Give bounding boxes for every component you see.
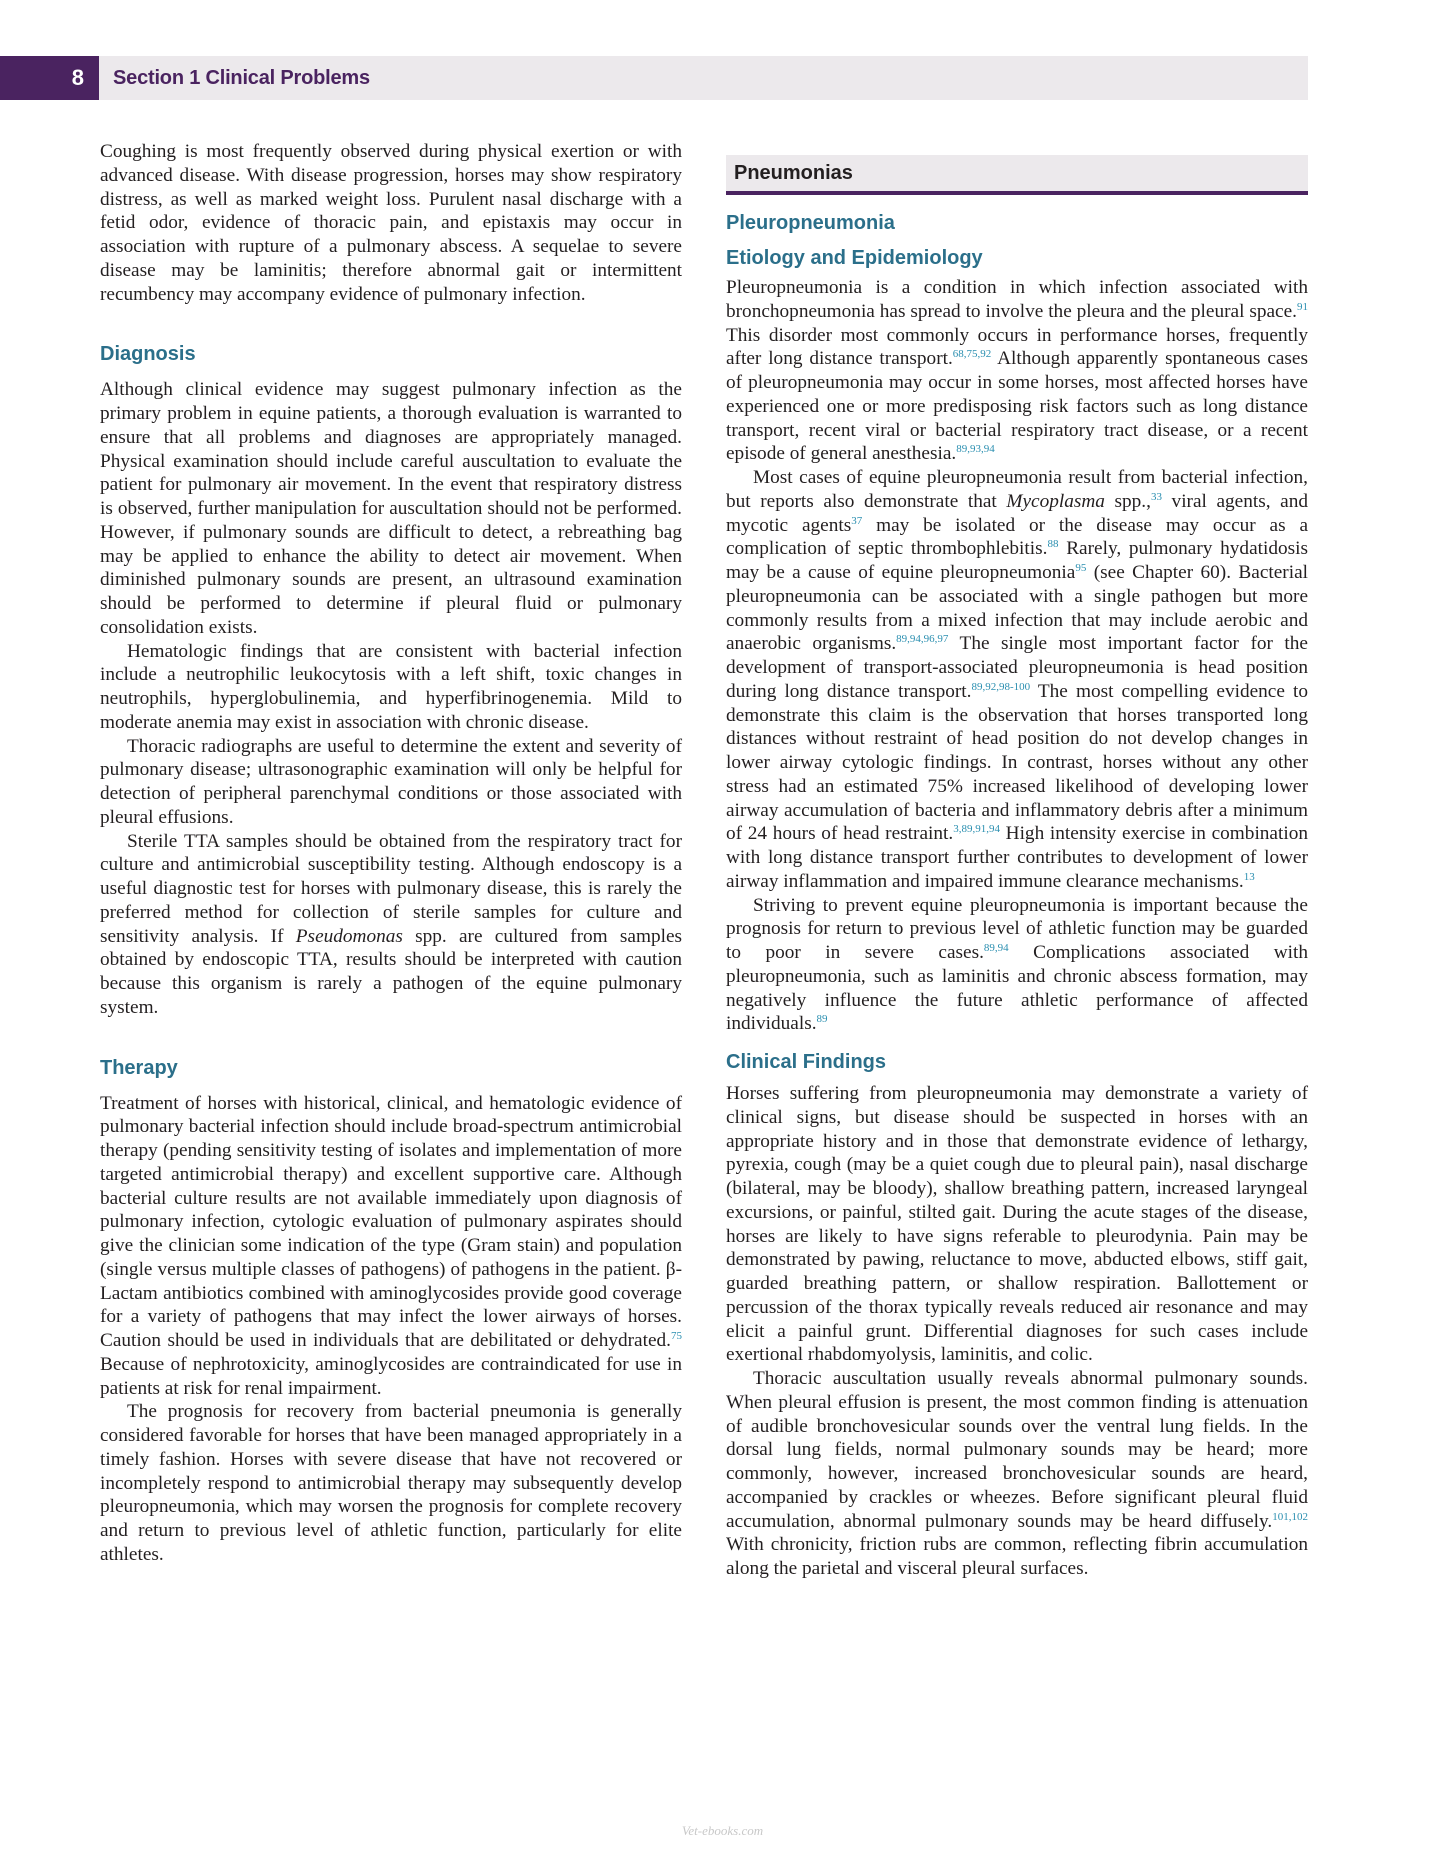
reference-link[interactable]: 13 [1243,870,1255,883]
text-run: Sterile TTA samples should be obtained from the respiratory tract for culture and antimicrobial susceptibility testing. Although endoscopy is a useful diagnostic test for horses with pulmonary disease, this is rarely the preferred method for collection of sterile samples for culture and sensitivity analysis. If [100,830,682,947]
section-title: Section 1 Clinical Problems [113,67,370,89]
text-run: Treatment of horses with historical, clinical, and hematologic evidence of pulmonary bacterial infection should include broad-spectrum antimicrobial therapy (pending sensitivity testing of isolates and implementation of more targeted antimicrobial therapy) and excellent supportive care. Although bacterial culture results are not available immediately upon diagnosis of pulmonary infection, cytologic evaluation of pulmonary aspirates should give the clinician some indication of the type (Gram stain) and population (single versus multiple classes of pathogens) of pathogens in the patient. β-Lactam antibiotics combined with aminoglycosides provide good coverage for a variety of pathogens that may infect the lower airways of horses. Caution should be used in individuals that are debilitated or dehydrated. [100,1092,682,1351]
text-run: may be isolated or the disease may occur as a complication of septic thrombophlebitis. [726,514,1309,560]
paragraph-etiology-2 [726,466,1308,894]
watermark: Vet-ebooks.com [681,1823,764,1838]
reference-link[interactable]: 101,102 [1272,1510,1308,1523]
reference-link[interactable]: 88 [1047,538,1059,551]
reference-link[interactable]: 89,93,94 [956,443,995,456]
paragraph-etiology-1 [726,276,1308,466]
text-run: Most cases of equine pleuropneumonia result from bacterial infection, but reports also demonstrate that [726,467,1308,512]
text-run: (see Chapter 60). Bacterial pleuropneumonia can be associated with a single pathogen but more commonly results from a mixed infection that may include aerobic and anaerobic organisms. [726,562,1308,655]
text-run: The single most important factor for the development of transport-associated pleuropneumonia is head position during long distance transport. [726,633,1308,702]
reference-link[interactable]: 89 [816,1013,828,1026]
reference-link[interactable]: 37 [851,514,863,527]
text-run: spp., [1104,490,1151,512]
reference-link[interactable]: 75 [671,1330,682,1342]
paragraph-intro: Coughing is most frequently observed during physical exertion or with advanced disease. With disease progression, horses may show respiratory distress, as well as marked weight loss. Purulent nasal discharge with a fetid odor, evidence of thoracic pain, and epistaxis may occur in association with rupture of a pulmonary abscess. A sequelae to severe disease may be laminitis; therefore abnormal gait or intermittent recumbency may accompany evidence of pulmonary infection. [100,141,682,305]
paragraph-diagnosis-3: Thoracic radiographs are useful to determine the extent and severity of pulmonary disease; ultrasonographic examination will only be helpful for detection of peripheral parenchymal conditions or those associated with pleural effusions. [100,735,682,828]
paragraph-diagnosis-1: Although clinical evidence may suggest pulmonary infection as the primary problem in equine patients, a thorough evaluation is warranted to ensure that all problems and diagnoses are appropriately managed. Physical examination should include careful auscultation to evaluate the patient for pulmonary air movement. In the event that respiratory distress is observed, further manipulation for auscultation should not be performed. However, if pulmonary sounds are difficult to detect, a rebreathing bag may be applied to enhance the ability to detect air movement. When diminished pulmonary sounds are present, an ultrasound examination should be performed to determine if pleural fluid or pulmonary consolidation exists. [100,379,682,638]
text-run: The most compelling evidence to demonstrate this claim is the observation that horses transported long distances without restraint of head position do not develop changes in lower airway cytologic findings. In contrast, horses without any other stress had an estimated 75% increased likelihood of developing lower airway accumulation of bacteria and inflammatory debris after a minimum of 24 hours of head restraint. [726,680,1308,845]
reference-link[interactable]: 89,92,98-100 [971,680,1031,693]
heading-diagnosis: Diagnosis [100,343,196,366]
paragraph-therapy-2: The prognosis for recovery from bacterial pneumonia is generally considered favorable for horses that have been managed appropriately in a timely fashion. Horses with severe disease that have not recovered or incompletely respond to antimicrobial therapy may subsequently develop pleuropneumonia, which may worsen the prognosis for complete recovery and return to previous level of athletic function, particularly for elite athletes. [100,1401,682,1565]
text-run: Rarely, pulmonary hydatidosis may be a cause of equine pleuropneumonia [726,538,1308,583]
text-run: spp. are cultured from samples obtained by endoscopic TTA, results should be interpreted with caution because this organism is rarely a pathogen of the equine pulmonary system. [100,925,683,1018]
italic-term: Pseudomonas [295,925,403,947]
heading-therapy: Therapy [100,1056,178,1079]
text-run: Complications associated with pleuropneumonia, such as laminitis and chronic abscess formation, may negatively influence the future athletic performance of affected individuals. [726,942,1308,1035]
paragraph-etiology-3 [726,894,1308,1037]
text-run: Although apparently spontaneous cases of pleuropneumonia may occur in some horses, most affected horses have experienced one or more predisposing risk factors such as long distance transport, recent viral or bacterial respiratory tract disease, or a recent episode of general anesthesia. [726,348,1308,465]
reference-link[interactable]: 68,75,92 [952,348,992,361]
text-run: This disorder most commonly occurs in performance horses, frequently after long distance transport. [726,324,1308,370]
reference-link[interactable]: 91 [1297,300,1308,313]
paragraph-diagnosis-2: Hematologic findings that are consistent with bacterial infection include a neutrophilic leukocytosis with a left shift, toxic changes in neutrophils, hyperglobulinemia, and hyperfibrinogenemia. Mild to moderate anemia may exist in association with chronic disease. [100,640,682,733]
text-run: Thoracic auscultation usually reveals abnormal pulmonary sounds. When pleural effusion is present, the most common finding is attenuation of audible bronchovesicular sounds over the ventral lung fields. In the dorsal lung fields, normal pulmonary sounds may be heard; more commonly, however, increased bronchovesicular sounds are heard, accompanied by crackles or wheezes. Before significant pleural fluid accumulation, abnormal pulmonary sounds may be heard diffusely. [726,1368,1308,1532]
right-column [726,140,1308,1581]
text-run: Striving to prevent equine pleuropneumonia is important because the prognosis for return to previous level of athletic function may be guarded to poor in severe cases. [726,894,1308,963]
text-run: Because of nephrotoxicity, aminoglycosides are contraindicated for use in patients at risk for renal impairment. [100,1353,682,1399]
reference-link[interactable]: 33 [1150,490,1162,503]
paragraph-clinical-2 [726,1367,1308,1581]
text-run: With chronicity, friction rubs are common, reflecting fibrin accumulation along the parietal and visceral pleural surfaces. [726,1534,1308,1579]
text-run: Pleuropneumonia is a condition in which infection associated with bronchopneumonia has spread to involve the pleura and the pleural space. [726,277,1308,322]
heading-pleuropneumonia: Pleuropneumonia [726,212,895,234]
boxed-heading-pneumonias: Pneumonias [726,155,1308,195]
text-run: viral agents, and mycotic agents [726,490,1309,536]
heading-clinical-findings: Clinical Findings [726,1051,887,1073]
reference-link[interactable]: 89,94,96,97 [896,633,949,646]
reference-link[interactable]: 3,89,91,94 [953,823,1000,836]
text-run: High intensity exercise in combination with long distance transport further contributes to development of lower airway inflammation and impaired immune clearance mechanisms. [726,823,1308,892]
reference-link[interactable]: 89,94 [983,942,1009,954]
paragraph-clinical-1: Horses suffering from pleuropneumonia may demonstrate a variety of clinical signs, but disease should be suspected in horses with an appropriate history and in those that demonstrate evidence of lethargy, pyrexia, cough (may be a quiet cough due to pleural pain), nasal discharge (bilateral, may be bloody), shallow breathing pattern, increased laryngeal excursions, or painful, stilted gait. During the acute stages of the disease, horses are likely to have signs referable to pleurodynia. Pain may be demonstrated by pawing, reluctance to move, abducted elbows, stiff gait, guarded breathing pattern, or shallow respiration. Ballottement or percussion of the thorax typically reveals reduced air resonance and may elicit a painful grunt. Differential diagnoses for such cases include exertional rhabdomyolysis, laminitis, and colic. [726,1083,1308,1366]
reference-link[interactable]: 95 [1075,562,1087,574]
heading-etiology: Etiology and Epidemiology [726,247,983,269]
left-column [100,140,682,1567]
italic-term: Mycoplasma [1006,490,1105,512]
paragraph-diagnosis-4 [100,830,682,1020]
paragraph-therapy-1 [100,1092,682,1401]
page-number: 8 [0,56,99,100]
